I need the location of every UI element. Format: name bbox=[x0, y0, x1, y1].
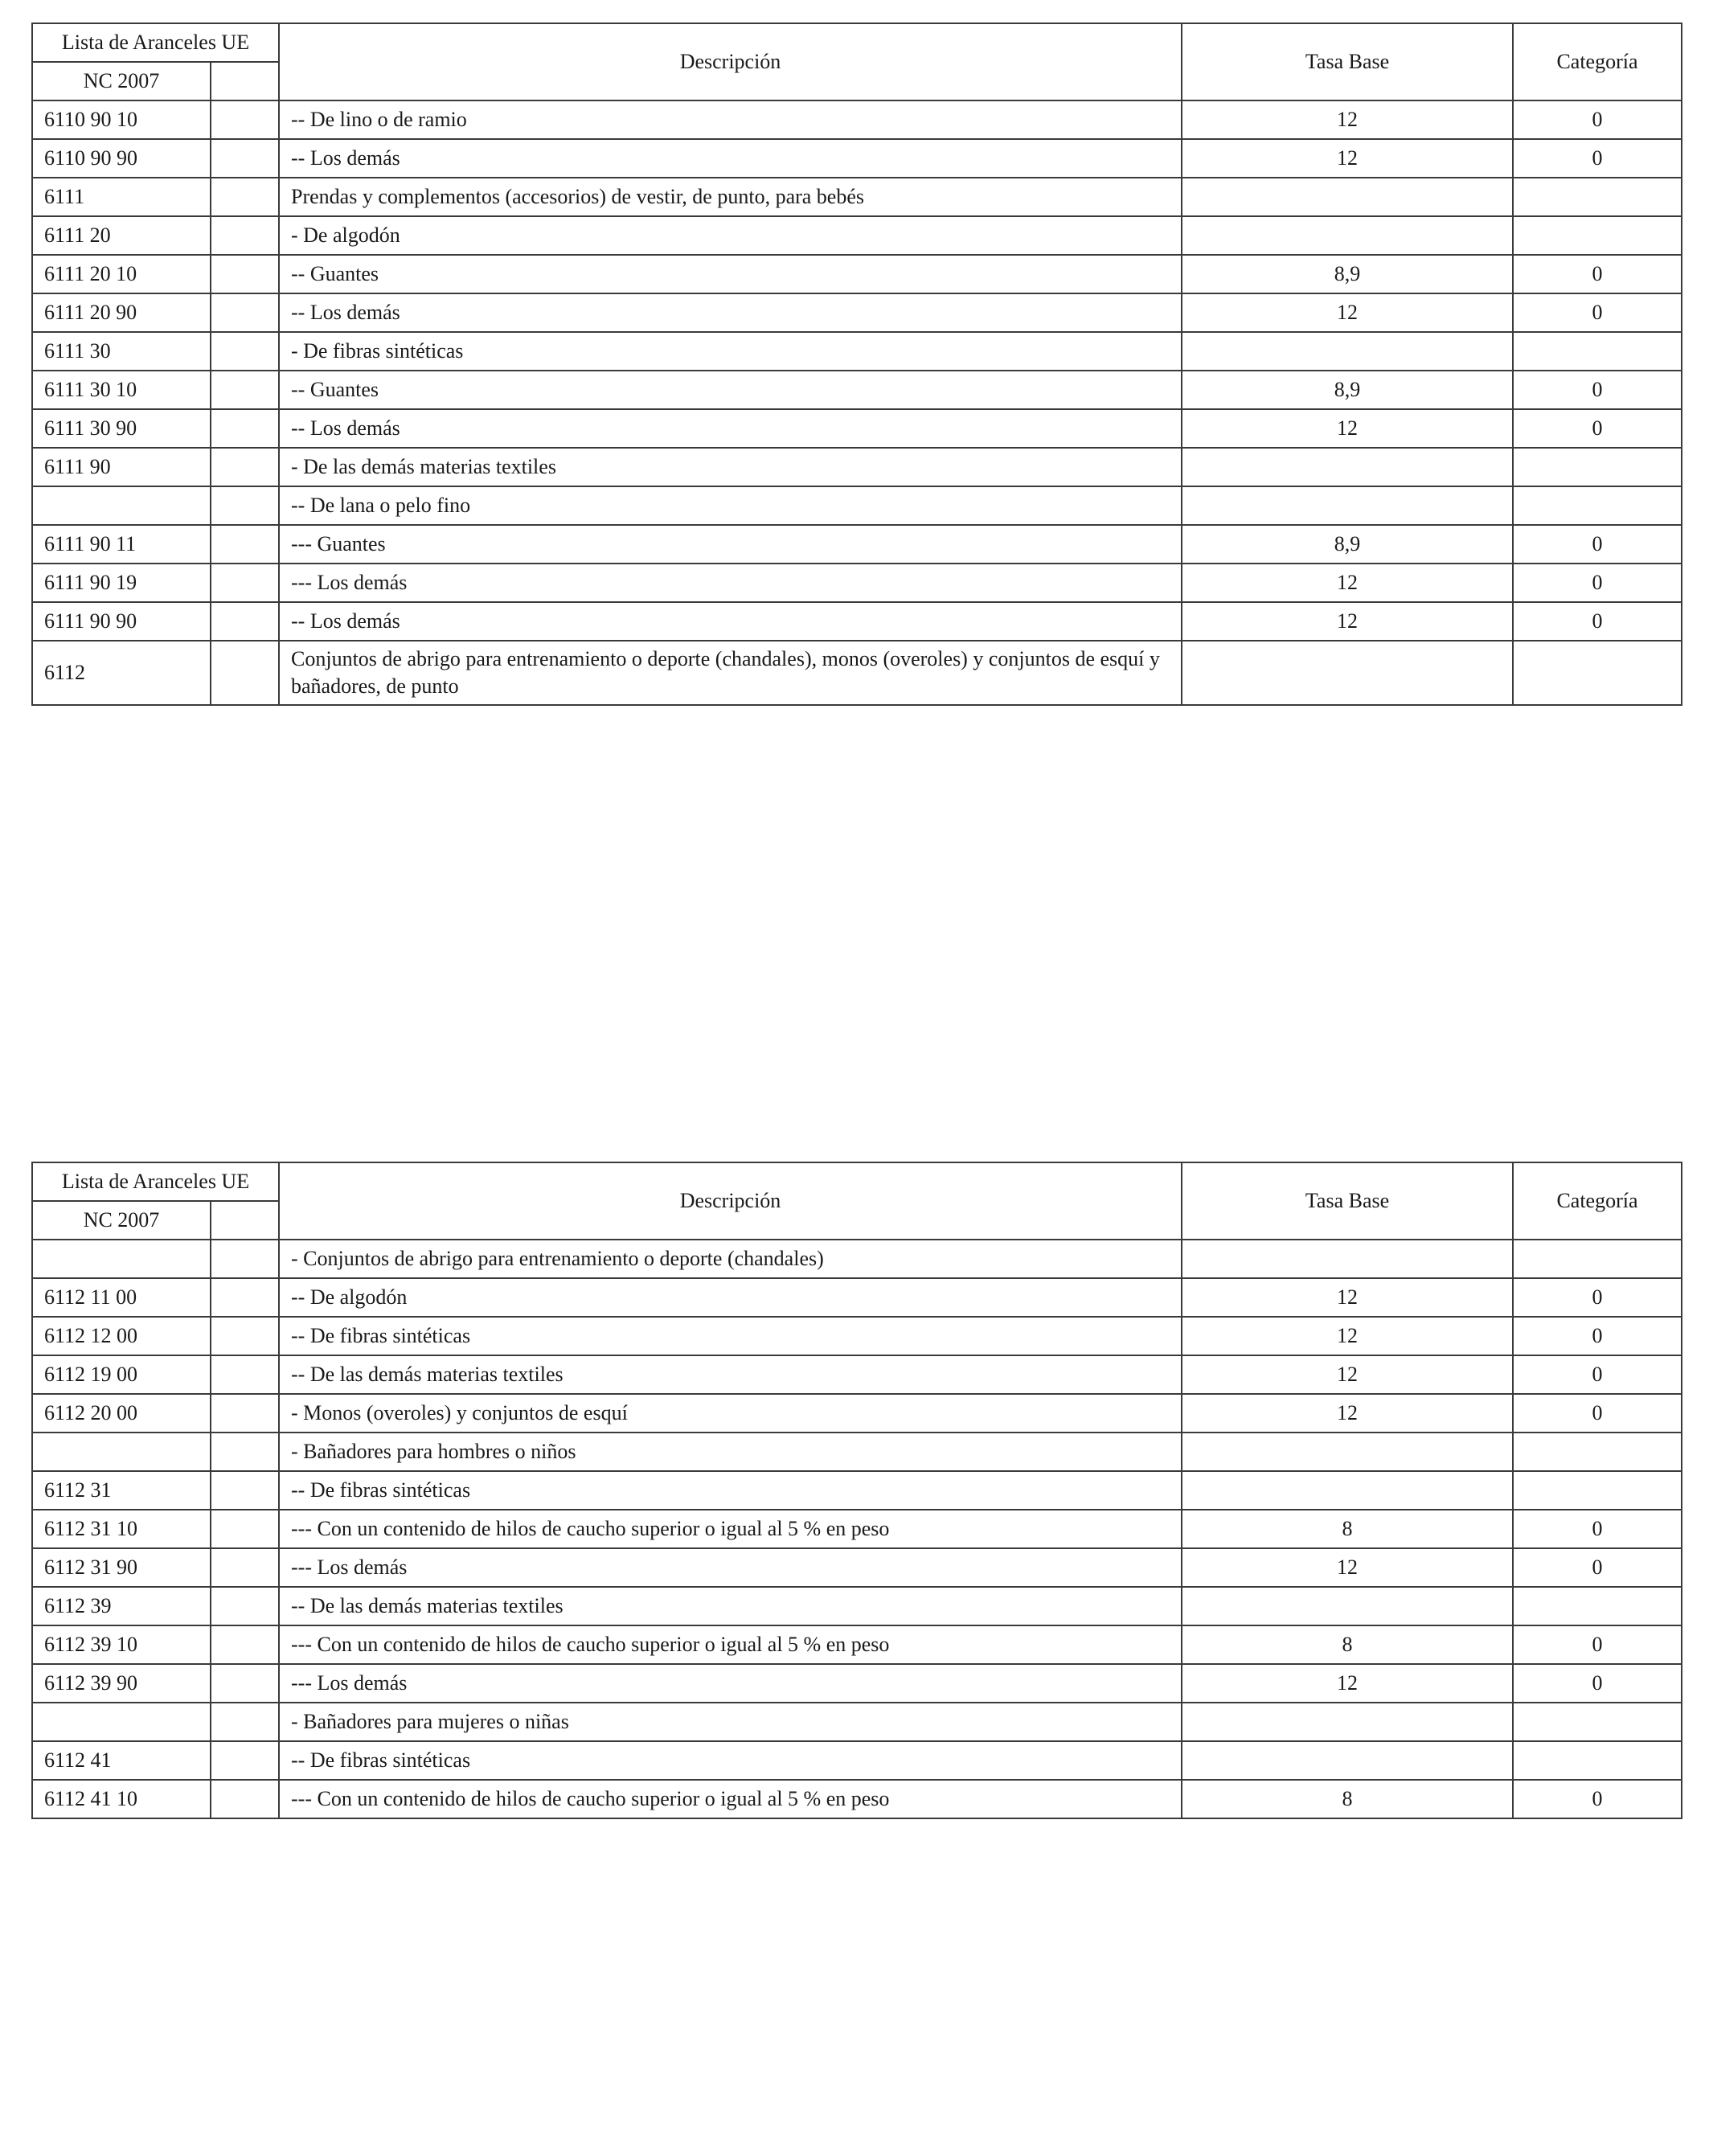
code-cell: 6112 11 00 bbox=[32, 1278, 211, 1317]
header-description: Descripción bbox=[279, 23, 1182, 100]
description-cell: - Conjuntos de abrigo para entrenamiento o deporte (chandales) bbox=[279, 1240, 1182, 1278]
category-cell: 0 bbox=[1513, 139, 1682, 178]
tariff-table-2 bbox=[31, 1162, 1682, 1819]
description-cell: Prendas y complementos (accesorios) de vestir, de punto, para bebés bbox=[279, 178, 1182, 216]
description-cell: -- Los demás bbox=[279, 139, 1182, 178]
description-cell: -- Guantes bbox=[279, 371, 1182, 409]
table-row bbox=[32, 1587, 1682, 1625]
code-cell bbox=[32, 1240, 211, 1278]
code-cell: 6112 39 bbox=[32, 1587, 211, 1625]
base-rate-cell: 8 bbox=[1182, 1625, 1513, 1664]
header-description: Descripción bbox=[279, 1162, 1182, 1240]
header-blank bbox=[211, 62, 279, 100]
table-row bbox=[32, 332, 1682, 371]
category-cell bbox=[1513, 1240, 1682, 1278]
description-cell: - De algodón bbox=[279, 216, 1182, 255]
code-cell: 6111 30 10 bbox=[32, 371, 211, 409]
code-cell: 6112 39 90 bbox=[32, 1664, 211, 1703]
base-rate-cell bbox=[1182, 332, 1513, 371]
base-rate-cell: 12 bbox=[1182, 139, 1513, 178]
description-cell: - Monos (overoles) y conjuntos de esquí bbox=[279, 1394, 1182, 1433]
base-rate-cell: 8 bbox=[1182, 1510, 1513, 1548]
table-row bbox=[32, 1703, 1682, 1741]
blank-cell bbox=[211, 448, 279, 486]
category-cell: 0 bbox=[1513, 564, 1682, 602]
table-row bbox=[32, 255, 1682, 293]
table-row bbox=[32, 641, 1682, 705]
code-cell: 6111 20 90 bbox=[32, 293, 211, 332]
description-cell: --- Los demás bbox=[279, 1548, 1182, 1587]
category-cell: 0 bbox=[1513, 1317, 1682, 1355]
code-cell: 6111 20 10 bbox=[32, 255, 211, 293]
blank-cell bbox=[211, 602, 279, 641]
category-cell bbox=[1513, 1587, 1682, 1625]
header-nc-2007: NC 2007 bbox=[32, 1201, 211, 1240]
base-rate-cell bbox=[1182, 641, 1513, 705]
table-row bbox=[32, 1664, 1682, 1703]
code-cell: 6111 20 bbox=[32, 216, 211, 255]
category-cell: 0 bbox=[1513, 1510, 1682, 1548]
base-rate-cell: 12 bbox=[1182, 1317, 1513, 1355]
category-cell: 0 bbox=[1513, 255, 1682, 293]
blank-cell bbox=[211, 486, 279, 525]
code-cell: 6111 90 11 bbox=[32, 525, 211, 564]
table-row bbox=[32, 1317, 1682, 1355]
table-row bbox=[32, 1510, 1682, 1548]
base-rate-cell bbox=[1182, 1587, 1513, 1625]
description-cell: -- Los demás bbox=[279, 293, 1182, 332]
description-cell: -- De fibras sintéticas bbox=[279, 1317, 1182, 1355]
table-row bbox=[32, 139, 1682, 178]
base-rate-cell bbox=[1182, 216, 1513, 255]
table-row bbox=[32, 602, 1682, 641]
category-cell bbox=[1513, 486, 1682, 525]
table-row bbox=[32, 100, 1682, 139]
code-cell: 6112 19 00 bbox=[32, 1355, 211, 1394]
table-row bbox=[32, 1741, 1682, 1780]
base-rate-cell: 12 bbox=[1182, 602, 1513, 641]
table-body bbox=[32, 100, 1682, 705]
blank-cell bbox=[211, 139, 279, 178]
base-rate-cell: 12 bbox=[1182, 1355, 1513, 1394]
base-rate-cell bbox=[1182, 178, 1513, 216]
description-cell: -- Guantes bbox=[279, 255, 1182, 293]
category-cell bbox=[1513, 641, 1682, 705]
code-cell: 6112 bbox=[32, 641, 211, 705]
description-cell: -- De las demás materias textiles bbox=[279, 1587, 1182, 1625]
description-cell: -- De fibras sintéticas bbox=[279, 1471, 1182, 1510]
description-cell: --- Guantes bbox=[279, 525, 1182, 564]
blank-cell bbox=[211, 178, 279, 216]
description-cell: -- De lana o pelo fino bbox=[279, 486, 1182, 525]
category-cell: 0 bbox=[1513, 1548, 1682, 1587]
code-cell: 6112 41 10 bbox=[32, 1780, 211, 1818]
blank-cell bbox=[211, 1780, 279, 1818]
base-rate-cell: 12 bbox=[1182, 1548, 1513, 1587]
blank-cell bbox=[211, 409, 279, 448]
code-cell: 6112 31 10 bbox=[32, 1510, 211, 1548]
category-cell: 0 bbox=[1513, 602, 1682, 641]
category-cell: 0 bbox=[1513, 1780, 1682, 1818]
table-row bbox=[32, 216, 1682, 255]
header-tariff-list: Lista de Aranceles UE bbox=[32, 1162, 279, 1201]
blank-cell bbox=[211, 1741, 279, 1780]
blank-cell bbox=[211, 216, 279, 255]
code-cell bbox=[32, 486, 211, 525]
base-rate-cell bbox=[1182, 448, 1513, 486]
base-rate-cell: 12 bbox=[1182, 1394, 1513, 1433]
blank-cell bbox=[211, 1355, 279, 1394]
table-row bbox=[32, 1548, 1682, 1587]
category-cell: 0 bbox=[1513, 293, 1682, 332]
description-cell: -- Los demás bbox=[279, 409, 1182, 448]
code-cell: 6112 20 00 bbox=[32, 1394, 211, 1433]
category-cell bbox=[1513, 178, 1682, 216]
code-cell: 6111 90 19 bbox=[32, 564, 211, 602]
table-row bbox=[32, 448, 1682, 486]
description-cell: --- Con un contenido de hilos de caucho superior o igual al 5 % en peso bbox=[279, 1625, 1182, 1664]
blank-cell bbox=[211, 100, 279, 139]
category-cell: 0 bbox=[1513, 100, 1682, 139]
code-cell: 6112 31 90 bbox=[32, 1548, 211, 1587]
table-row bbox=[32, 1433, 1682, 1471]
base-rate-cell bbox=[1182, 486, 1513, 525]
category-cell bbox=[1513, 1703, 1682, 1741]
code-cell: 6110 90 10 bbox=[32, 100, 211, 139]
base-rate-cell: 8,9 bbox=[1182, 255, 1513, 293]
blank-cell bbox=[211, 1240, 279, 1278]
table-row bbox=[32, 525, 1682, 564]
table-row bbox=[32, 1240, 1682, 1278]
header-nc-2007: NC 2007 bbox=[32, 62, 211, 100]
code-cell: 6111 bbox=[32, 178, 211, 216]
header-base-rate: Tasa Base bbox=[1182, 1162, 1513, 1240]
blank-cell bbox=[211, 1471, 279, 1510]
table-row bbox=[32, 1625, 1682, 1664]
table-row bbox=[32, 409, 1682, 448]
code-cell: 6112 12 00 bbox=[32, 1317, 211, 1355]
code-cell: 6111 90 bbox=[32, 448, 211, 486]
description-cell: - De fibras sintéticas bbox=[279, 332, 1182, 371]
category-cell: 0 bbox=[1513, 409, 1682, 448]
blank-cell bbox=[211, 1433, 279, 1471]
base-rate-cell: 12 bbox=[1182, 1278, 1513, 1317]
table-row bbox=[32, 178, 1682, 216]
blank-cell bbox=[211, 564, 279, 602]
blank-cell bbox=[211, 1703, 279, 1741]
code-cell: 6112 41 bbox=[32, 1741, 211, 1780]
description-cell: -- De lino o de ramio bbox=[279, 100, 1182, 139]
category-cell: 0 bbox=[1513, 371, 1682, 409]
category-cell: 0 bbox=[1513, 1625, 1682, 1664]
blank-cell bbox=[211, 1664, 279, 1703]
blank-cell bbox=[211, 1625, 279, 1664]
base-rate-cell bbox=[1182, 1471, 1513, 1510]
blank-cell bbox=[211, 1394, 279, 1433]
base-rate-cell: 12 bbox=[1182, 100, 1513, 139]
blank-cell bbox=[211, 1587, 279, 1625]
code-cell: 6111 30 bbox=[32, 332, 211, 371]
description-cell: -- Los demás bbox=[279, 602, 1182, 641]
table-row bbox=[32, 486, 1682, 525]
table-row bbox=[32, 293, 1682, 332]
blank-cell bbox=[211, 255, 279, 293]
base-rate-cell: 12 bbox=[1182, 564, 1513, 602]
base-rate-cell: 8,9 bbox=[1182, 525, 1513, 564]
code-cell bbox=[32, 1703, 211, 1741]
description-cell: Conjuntos de abrigo para entrenamiento o deporte (chandales), monos (overoles) y conjuntos de esquí y bañadores, de punto bbox=[279, 641, 1182, 705]
base-rate-cell: 8,9 bbox=[1182, 371, 1513, 409]
category-cell: 0 bbox=[1513, 525, 1682, 564]
base-rate-cell: 12 bbox=[1182, 293, 1513, 332]
category-cell: 0 bbox=[1513, 1394, 1682, 1433]
base-rate-cell: 12 bbox=[1182, 409, 1513, 448]
blank-cell bbox=[211, 1317, 279, 1355]
base-rate-cell bbox=[1182, 1703, 1513, 1741]
table-row bbox=[32, 1394, 1682, 1433]
tariff-table-1 bbox=[31, 23, 1682, 706]
category-cell: 0 bbox=[1513, 1355, 1682, 1394]
table-row bbox=[32, 1355, 1682, 1394]
base-rate-cell bbox=[1182, 1741, 1513, 1780]
description-cell: --- Con un contenido de hilos de caucho superior o igual al 5 % en peso bbox=[279, 1780, 1182, 1818]
base-rate-cell: 12 bbox=[1182, 1664, 1513, 1703]
description-cell: - De las demás materias textiles bbox=[279, 448, 1182, 486]
base-rate-cell: 8 bbox=[1182, 1780, 1513, 1818]
header-tariff-list: Lista de Aranceles UE bbox=[32, 23, 279, 62]
header-blank bbox=[211, 1201, 279, 1240]
blank-cell bbox=[211, 332, 279, 371]
table-row bbox=[32, 1780, 1682, 1818]
code-cell: 6110 90 90 bbox=[32, 139, 211, 178]
category-cell bbox=[1513, 1741, 1682, 1780]
table-row bbox=[32, 371, 1682, 409]
description-cell: --- Los demás bbox=[279, 564, 1182, 602]
category-cell bbox=[1513, 1433, 1682, 1471]
header-category: Categoría bbox=[1513, 1162, 1682, 1240]
table-row bbox=[32, 564, 1682, 602]
category-cell bbox=[1513, 448, 1682, 486]
table-row bbox=[32, 1471, 1682, 1510]
code-cell bbox=[32, 1433, 211, 1471]
table-row bbox=[32, 1278, 1682, 1317]
header-category: Categoría bbox=[1513, 23, 1682, 100]
description-cell: -- De las demás materias textiles bbox=[279, 1355, 1182, 1394]
code-cell: 6112 39 10 bbox=[32, 1625, 211, 1664]
blank-cell bbox=[211, 371, 279, 409]
blank-cell bbox=[211, 293, 279, 332]
category-cell bbox=[1513, 332, 1682, 371]
description-cell: - Bañadores para mujeres o niñas bbox=[279, 1703, 1182, 1741]
blank-cell bbox=[211, 1510, 279, 1548]
blank-cell bbox=[211, 1278, 279, 1317]
base-rate-cell bbox=[1182, 1433, 1513, 1471]
base-rate-cell bbox=[1182, 1240, 1513, 1278]
description-cell: - Bañadores para hombres o niños bbox=[279, 1433, 1182, 1471]
category-cell bbox=[1513, 1471, 1682, 1510]
code-cell: 6112 31 bbox=[32, 1471, 211, 1510]
code-cell: 6111 90 90 bbox=[32, 602, 211, 641]
category-cell: 0 bbox=[1513, 1278, 1682, 1317]
description-cell: -- De algodón bbox=[279, 1278, 1182, 1317]
table-body bbox=[32, 1240, 1682, 1818]
category-cell: 0 bbox=[1513, 1664, 1682, 1703]
description-cell: --- Los demás bbox=[279, 1664, 1182, 1703]
blank-cell bbox=[211, 1548, 279, 1587]
description-cell: --- Con un contenido de hilos de caucho superior o igual al 5 % en peso bbox=[279, 1510, 1182, 1548]
blank-cell bbox=[211, 525, 279, 564]
description-cell: -- De fibras sintéticas bbox=[279, 1741, 1182, 1780]
header-base-rate: Tasa Base bbox=[1182, 23, 1513, 100]
blank-cell bbox=[211, 641, 279, 705]
category-cell bbox=[1513, 216, 1682, 255]
code-cell: 6111 30 90 bbox=[32, 409, 211, 448]
